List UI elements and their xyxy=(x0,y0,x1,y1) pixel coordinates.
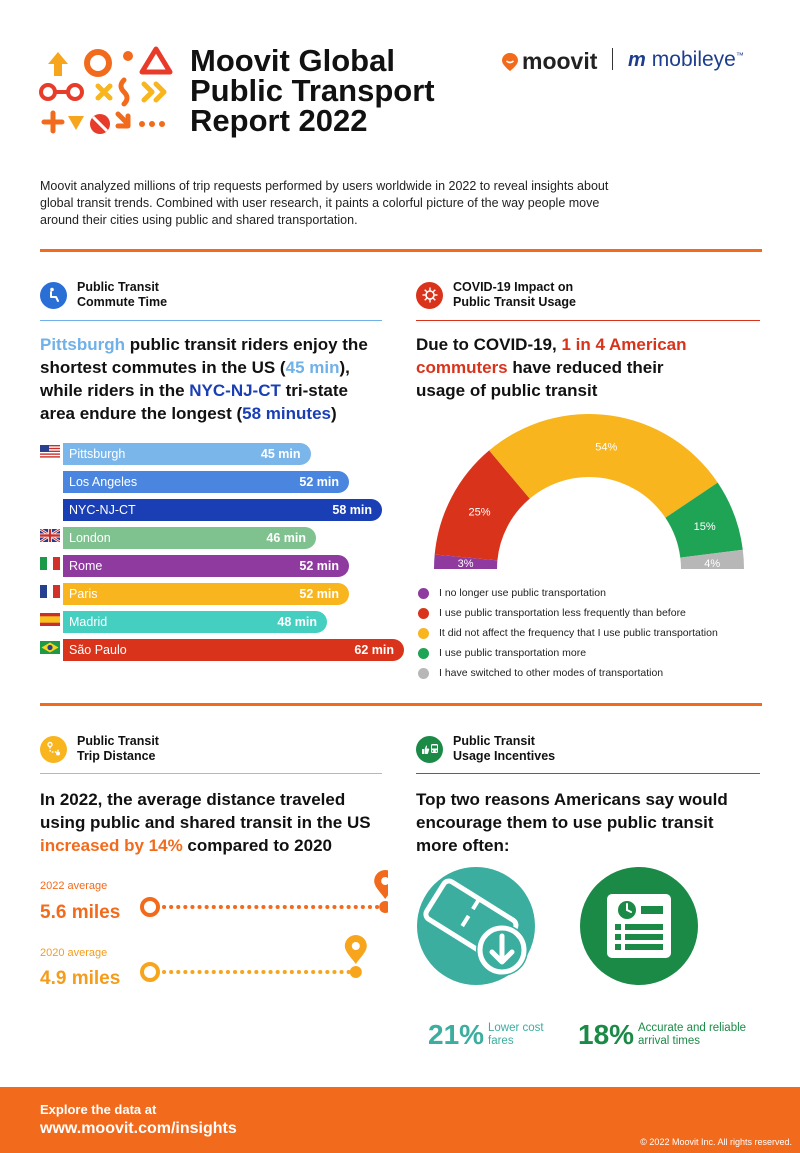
seat-icon xyxy=(40,282,67,309)
logo-divider xyxy=(612,48,613,70)
down-triangle-icon xyxy=(68,116,84,130)
commute-bar-value: 45 min xyxy=(260,447,301,461)
commute-bar-chart xyxy=(40,443,394,673)
page-title: Moovit Global Public Transport Report 2022 xyxy=(190,43,435,138)
covid-semicircle-chart xyxy=(416,406,762,576)
section-divider-top xyxy=(40,249,762,252)
section-divider-mid xyxy=(40,703,762,706)
incentive-1-text: Lower cost fares xyxy=(488,1022,544,1047)
covid-section-header: COVID-19 Impact on Public Transit Usage xyxy=(416,280,576,310)
mobileye-logo[interactable] xyxy=(628,48,744,72)
distance-2022-label: 2022 average xyxy=(40,880,108,892)
legend-swatch xyxy=(418,588,429,599)
commute-bar-city: NYC-NJ-CT xyxy=(69,503,136,517)
legend-label: I no longer use public transportation xyxy=(439,587,606,599)
commute-rule xyxy=(40,320,382,321)
mobileye-wordmark: mobileye™ xyxy=(651,48,744,71)
commute-bar-city: Madrid xyxy=(69,615,108,629)
covid-legend-item xyxy=(418,603,758,623)
ring-icon xyxy=(87,52,109,74)
cross-icon xyxy=(98,86,110,98)
commute-bar xyxy=(63,443,311,465)
incentive-2-percent: 18% xyxy=(578,1019,635,1050)
header-logo-shapes xyxy=(38,46,178,138)
incentives-headline: Top two reasons Americans say would encourage them to use public transit more often: xyxy=(416,790,728,855)
up-arrow-icon xyxy=(48,52,68,76)
incentive-1-percent: 21% xyxy=(428,1019,485,1050)
ticket-icon xyxy=(416,866,536,986)
route-start-icon xyxy=(142,964,158,980)
incentives-section-header: Public Transit Usage Incentives xyxy=(416,734,555,764)
legend-label: It did not affect the frequency that I use public transportation xyxy=(439,627,718,639)
incentives-rule xyxy=(416,773,760,774)
france-flag-icon xyxy=(40,585,60,598)
distance-route xyxy=(142,870,388,915)
commute-bar xyxy=(63,611,327,633)
covid-legend-item xyxy=(418,583,758,603)
commute-bar-value: 48 min xyxy=(277,615,317,629)
incentive-2-text: Accurate and reliable arrival times xyxy=(638,1022,747,1047)
distance-graphic xyxy=(138,862,388,992)
route-icon xyxy=(41,85,82,99)
footer-copyright: © 2022 Moovit Inc. All rights reserved. xyxy=(640,1137,792,1147)
covid-legend-item xyxy=(418,623,758,643)
covid-legend-item xyxy=(418,663,758,683)
covid-headline: Due to COVID-19, 1 in 4 American commuters have reduced their usage of public transit xyxy=(416,335,687,400)
route-end-icon xyxy=(379,901,388,913)
mobileye-m-icon: m xyxy=(628,48,646,71)
commute-bar-value: 62 min xyxy=(354,643,394,657)
distance-route xyxy=(142,935,367,980)
covid-legend xyxy=(418,583,758,683)
plus-icon xyxy=(44,113,62,131)
distance-2020-value: 4.9 miles xyxy=(40,968,121,989)
legend-swatch xyxy=(418,608,429,619)
commute-bar-value: 46 min xyxy=(266,531,306,545)
moovit-pin-icon xyxy=(502,53,518,71)
commute-bar xyxy=(63,499,382,521)
commute-bar xyxy=(63,527,316,549)
covid-slice-label: 4% xyxy=(704,558,721,570)
route-start-icon xyxy=(142,899,158,915)
covid-slice-label: 25% xyxy=(468,506,491,519)
distance-rule xyxy=(40,773,382,774)
italy-flag-icon xyxy=(40,557,60,570)
commute-bar xyxy=(63,639,404,661)
route-pin-icon xyxy=(40,736,67,763)
footer-insights-link[interactable]: www.moovit.com/insights xyxy=(40,1120,237,1137)
commute-bar-city: London xyxy=(69,531,111,545)
legend-label: I have switched to other modes of transportation xyxy=(439,667,664,679)
distance-headline: In 2022, the average distance traveled using public and shared transit in the US increased by 14% compared to 2020 xyxy=(40,790,371,855)
distance-section-header: Public Transit Trip Distance xyxy=(40,734,159,764)
covid-rule xyxy=(416,320,760,321)
commute-bar-value: 52 min xyxy=(299,475,339,489)
uk-flag-icon xyxy=(40,529,60,542)
spain-flag-icon xyxy=(40,613,60,626)
corner-arrow-icon xyxy=(118,114,128,126)
legend-swatch xyxy=(418,648,429,659)
commute-bar-city: Los Angeles xyxy=(69,475,138,489)
covid-legend-item xyxy=(418,643,758,663)
legend-swatch xyxy=(418,628,429,639)
commute-bar-value: 52 min xyxy=(299,559,339,573)
commute-bar xyxy=(63,555,349,577)
covid-slice-label: 15% xyxy=(693,520,716,533)
commute-bar-city: Rome xyxy=(69,559,103,573)
commute-bar-city: Paris xyxy=(69,587,98,601)
distance-2022-value: 5.6 miles xyxy=(40,902,121,923)
no-entry-icon xyxy=(90,114,110,134)
route-end-icon xyxy=(350,966,362,978)
legend-label: I use public transportation more xyxy=(439,647,587,659)
dots-icon xyxy=(139,121,165,127)
legend-label: I use public transportation less frequently than before xyxy=(439,607,686,619)
commute-bar xyxy=(63,583,349,605)
bus-thumbs-icon xyxy=(416,736,443,763)
moovit-wordmark: moovit xyxy=(522,48,598,74)
commute-headline: Pittsburgh public transit riders enjoy the shortest commutes in the US (45 min), while riders in the NYC-NJ-CT tri-state area endure the longest (58 minutes) xyxy=(40,335,368,423)
legend-swatch xyxy=(418,668,429,679)
commute-bar-value: 58 min xyxy=(332,503,372,517)
commute-bar-city: São Paulo xyxy=(69,643,127,657)
schedule-board-icon xyxy=(579,866,699,986)
commute-section-header: Public Transit Commute Time xyxy=(40,280,167,310)
location-pin-dot xyxy=(352,942,360,950)
intro-paragraph: Moovit analyzed millions of trip requests performed by users worldwide in 2022 to reveal insights about global transit trends. Combined with user research, it paints a colorful picture of the way people move around their cities using public and shared transportation. xyxy=(40,179,609,227)
moovit-logo[interactable] xyxy=(502,48,597,75)
covid-slice-label: 54% xyxy=(595,441,618,454)
brazil-flag-icon xyxy=(40,641,60,654)
virus-icon xyxy=(416,282,443,309)
wave-icon xyxy=(121,80,127,104)
footer xyxy=(0,1087,800,1153)
us-flag-icon xyxy=(40,445,60,458)
footer-label: Explore the data at xyxy=(40,1102,157,1117)
distance-2020-label: 2020 average xyxy=(40,947,108,959)
chevrons-icon xyxy=(144,84,164,100)
triangle-icon xyxy=(142,49,170,72)
commute-bar-city: Pittsburgh xyxy=(69,447,126,461)
commute-bar-value: 52 min xyxy=(299,587,339,601)
dot-icon xyxy=(123,51,133,61)
commute-bar xyxy=(63,471,349,493)
covid-slice-label: 3% xyxy=(457,558,474,570)
